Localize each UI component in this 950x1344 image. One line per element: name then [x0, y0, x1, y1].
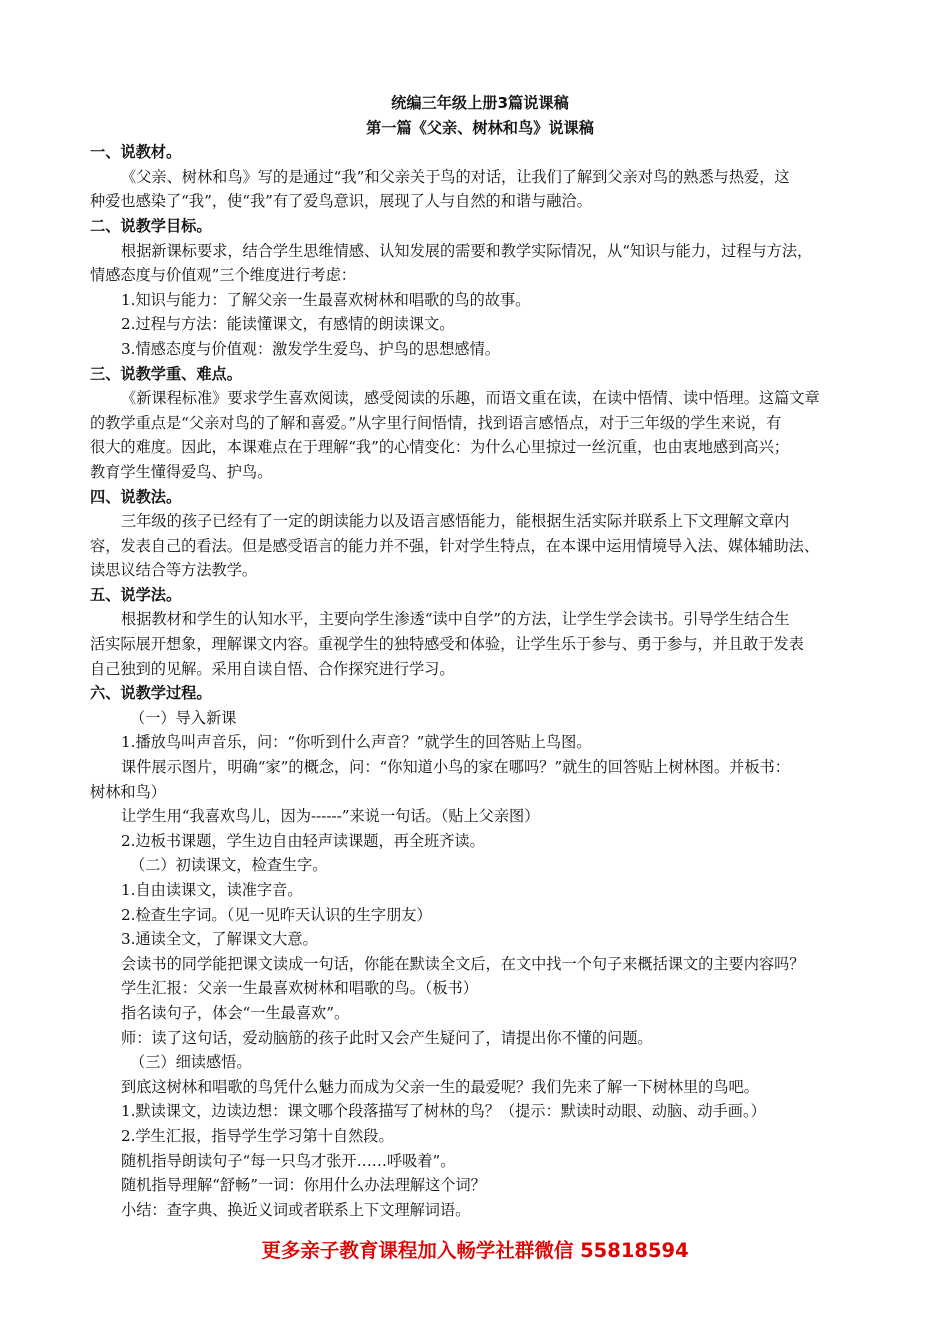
- paragraph-line: 容，发表自己的看法。但是感受语言的能力并不强，针对学生特点，在本课中运用情境导入法、媒体辅助法、: [90, 536, 819, 555]
- paragraph-line: 种爱也感染了“我”，使“我”有了爱鸟意识，展现了人与自然的和谐与融洽。: [90, 192, 592, 211]
- subsection-heading: （三）细读感悟。: [130, 1053, 252, 1072]
- paragraph-line: 情感态度与价值观”三个维度进行考虑：: [90, 266, 356, 285]
- paragraph-line: 学生汇报：父亲一生最喜欢树林和唱歌的鸟。（板书）: [121, 979, 478, 998]
- section-heading-6: 六、说教学过程。: [90, 684, 212, 703]
- paragraph-line: 随机指导朗读句子“每一只鸟才张开……呼吸着”。: [121, 1151, 456, 1170]
- paragraph-line: 根据新课标要求，结合学生思维情感、认知发展的需要和教学实际情况，从“知识与能力，过程与方法，: [121, 241, 813, 260]
- section-heading-4: 四、说教法。: [90, 487, 182, 506]
- paragraph-line: 活实际展开想象，理解课文内容。重视学生的独特感受和体验，让学生乐于参与、勇于参与，并且敢于发表: [90, 635, 804, 654]
- section-heading-5: 五、说学法。: [90, 585, 182, 604]
- paragraph-line: 《父亲、树林和鸟》写的是通过“我”和父亲关于鸟的对话，让我们了解到父亲对鸟的熟悉与热爱，这: [121, 167, 790, 186]
- paragraph-line: 2.检查生字词。（见一见昨天认识的生字朋友）: [121, 905, 432, 924]
- paragraph-line: 小结：查字典、换近义词或者联系上下文理解词语。: [121, 1200, 471, 1219]
- paragraph-line: 1.播放鸟叫声音乐，问：“你听到什么声音？”就学生的回答贴上鸟图。: [121, 733, 592, 752]
- paragraph-line: 自己独到的见解。采用自读自悟、合作探究进行学习。: [90, 659, 455, 678]
- list-item: 1.知识与能力：了解父亲一生最喜欢树林和唱歌的鸟的故事。: [121, 290, 531, 309]
- paragraph-line: 师：读了这句话，爱动脑筋的孩子此时又会产生疑问了，请提出你不懂的问题。: [121, 1028, 653, 1047]
- section-heading-1: 一、说教材。: [90, 143, 182, 162]
- paragraph-line: 1.默读课文，边读边想：课文哪个段落描写了树林的鸟？（提示：默读时动眼、动脑、动手画。）: [121, 1102, 766, 1121]
- paragraph-line: 到底这树林和唱歌的鸟凭什么魅力而成为父亲一生的最爱呢？我们先来了解一下树林里的鸟吧。: [121, 1077, 759, 1096]
- paragraph-line: 1.自由读课文，读准字音。: [121, 881, 303, 899]
- paragraph-line: 三年级的孩子已经有了一定的朗读能力以及语言感悟能力，能根据生活实际并联系上下文理解文章内: [121, 512, 790, 531]
- paragraph-line: 根据教材和学生的认知水平，主要向学生渗透“读中自学”的方法，让学生学会读书。引导学生结合生: [121, 610, 790, 629]
- section-heading-3: 三、说教学重、难点。: [90, 364, 242, 383]
- paragraph-line: 指名读句子，体会“一生最喜欢”。: [121, 1003, 350, 1022]
- list-item: 2.过程与方法：能读懂课文，有感情的朗读课文。: [121, 315, 455, 334]
- paragraph-line: 的教学重点是“父亲对鸟的了解和喜爱。”从字里行间悟情，找到语言感悟点，对于三年级的学生来说，有: [90, 413, 782, 432]
- paragraph-line: 随机指导理解“舒畅”一词：你用什么办法理解这个词？: [121, 1176, 486, 1195]
- paragraph-line: 让学生用“我喜欢鸟儿，因为------”来说一句话。（贴上父亲图）: [121, 807, 540, 826]
- document-title: 统编三年级上册3篇说课稿: [391, 94, 569, 112]
- document-page: [90, 91, 870, 1222]
- paragraph-line: 《新课程标准》要求学生喜欢阅读，感受阅读的乐趣，而语文重在读，在读中悟情、读中悟理。这篇文章: [121, 389, 820, 408]
- document-subtitle: 第一篇《父亲、树林和鸟》说课稿: [366, 118, 594, 137]
- paragraph-line: 树林和鸟）: [90, 782, 166, 801]
- paragraph-line: 教育学生懂得爱鸟、护鸟。: [90, 462, 273, 481]
- list-item: 3.情感态度与价值观：激发学生爱鸟、护鸟的思想感情。: [121, 339, 500, 358]
- paragraph-line: 很大的难度。因此，本课难点在于理解“我”的心情变化：为什么心里掠过一丝沉重，也由衷地感到高兴；: [90, 438, 789, 457]
- paragraph-line: 3.通读全文，了解课文大意。: [121, 930, 318, 949]
- subsection-heading: （二）初读课文，检查生字。: [130, 856, 328, 875]
- footer-promo-text: 更多亲子教育课程加入畅学社群微信 55818594: [261, 1239, 689, 1262]
- paragraph-line: 会读书的同学能把课文读成一句话，你能在默读全文后，在文中找一个句子来概括课文的主要内容吗？: [121, 954, 805, 973]
- paragraph-line: 课件展示图片，明确“家”的概念，问：“你知道小鸟的家在哪吗？”就生的回答贴上树林图。并板书：: [121, 758, 790, 777]
- subsection-heading: （一）导入新课: [130, 708, 237, 727]
- section-heading-2: 二、说教学目标。: [90, 216, 212, 235]
- paragraph-line: 2.边板书课题，学生边自由轻声读课题，再全班齐读。: [121, 831, 485, 850]
- paragraph-line: 2.学生汇报，指导学生学习第十自然段。: [121, 1126, 394, 1145]
- paragraph-line: 读思议结合等方法教学。: [90, 561, 258, 580]
